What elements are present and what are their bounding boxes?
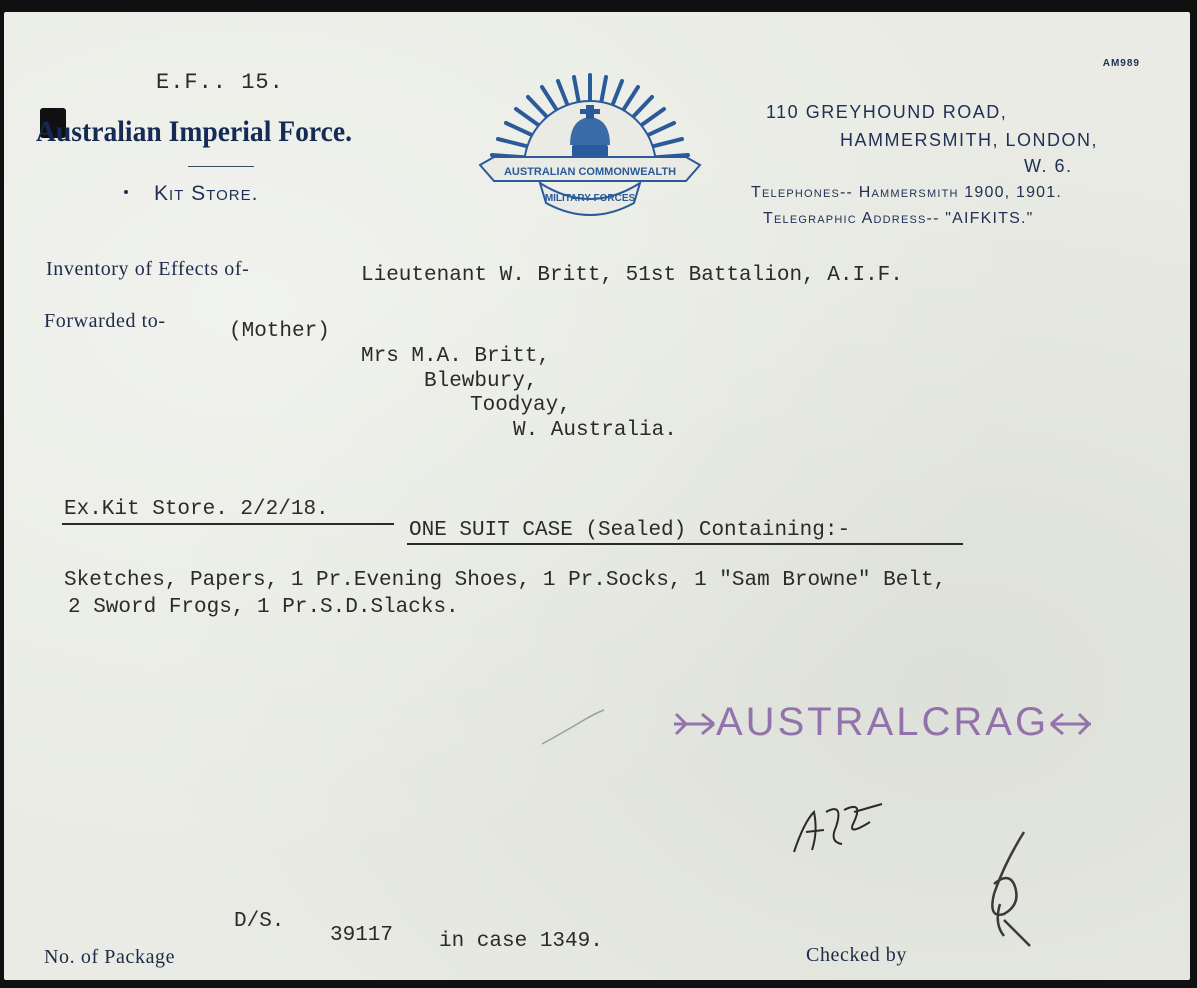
inventory-value: Lieutenant W. Britt, 51st Battalion, A.I.F. — [361, 264, 903, 287]
inventory-label: Inventory of Effects of- — [46, 258, 250, 280]
container-underline — [407, 543, 963, 545]
address-line-3: W. 6. — [1024, 156, 1073, 176]
rising-sun-badge-icon — [474, 67, 706, 227]
title-divider — [188, 166, 254, 167]
initials-signature — [784, 782, 894, 862]
receipt-stamp — [672, 700, 1093, 745]
organization-title: Australian Imperial Force. — [36, 115, 353, 148]
forwarded-label: Forwarded to- — [44, 310, 166, 332]
consignment-source: Ex.Kit Store. 2/2/18. — [64, 498, 329, 521]
pencil-mark — [534, 702, 624, 752]
emblem-upper-banner: AUSTRALIAN COMMONWEALTH — [503, 166, 677, 178]
checker-signature — [964, 824, 1054, 954]
dept-bullet — [124, 190, 128, 194]
contents-line-2: 2 Sword Frogs, 1 Pr.S.D.Slacks. — [68, 596, 459, 619]
form-reference: E.F.. 15. — [156, 70, 284, 95]
address-line-1: 110 GREYHOUND ROAD, — [766, 102, 1008, 122]
container-description: ONE SUIT CASE (Sealed) Containing:- — [409, 519, 851, 542]
telegraphic-address-line: Telegraphic Address-- "AIFKITS." — [763, 210, 1034, 227]
form-code: AM989 — [1102, 58, 1140, 69]
stamp-right-arrow-icon — [1049, 709, 1093, 739]
recipient-address-line: Mrs M.A. Britt, — [361, 345, 551, 368]
stamp-left-arrow-icon — [672, 709, 716, 739]
checked-by-label: Checked by — [806, 944, 907, 966]
package-label: No. of Package — [44, 946, 176, 968]
consignment-source-underline — [62, 523, 394, 525]
case-number: in case 1349. — [439, 930, 603, 953]
department-name: Kit Store. — [154, 182, 259, 205]
address-line-2: HAMMERSMITH, LONDON, — [840, 130, 1099, 150]
recipient-address-line: Toodyay, — [470, 394, 571, 417]
telephone-line: Telephones-- Hammersmith 1900, 1901. — [751, 184, 1063, 201]
kit-store-inventory-form — [4, 12, 1190, 980]
emblem-lower-banner: MILITARY FORCES — [544, 193, 636, 204]
stamp-text: AUSTRALCRAG — [716, 700, 1050, 744]
ds-number: 39117 — [330, 924, 394, 947]
recipient-relation: (Mother) — [229, 320, 330, 343]
contents-line-1: Sketches, Papers, 1 Pr.Evening Shoes, 1 Pr.Socks, 1 "Sam Browne" Belt, — [64, 569, 947, 592]
recipient-address-line: W. Australia. — [513, 419, 677, 442]
ds-label: D/S. — [234, 910, 285, 933]
recipient-address-line: Blewbury, — [424, 370, 538, 393]
